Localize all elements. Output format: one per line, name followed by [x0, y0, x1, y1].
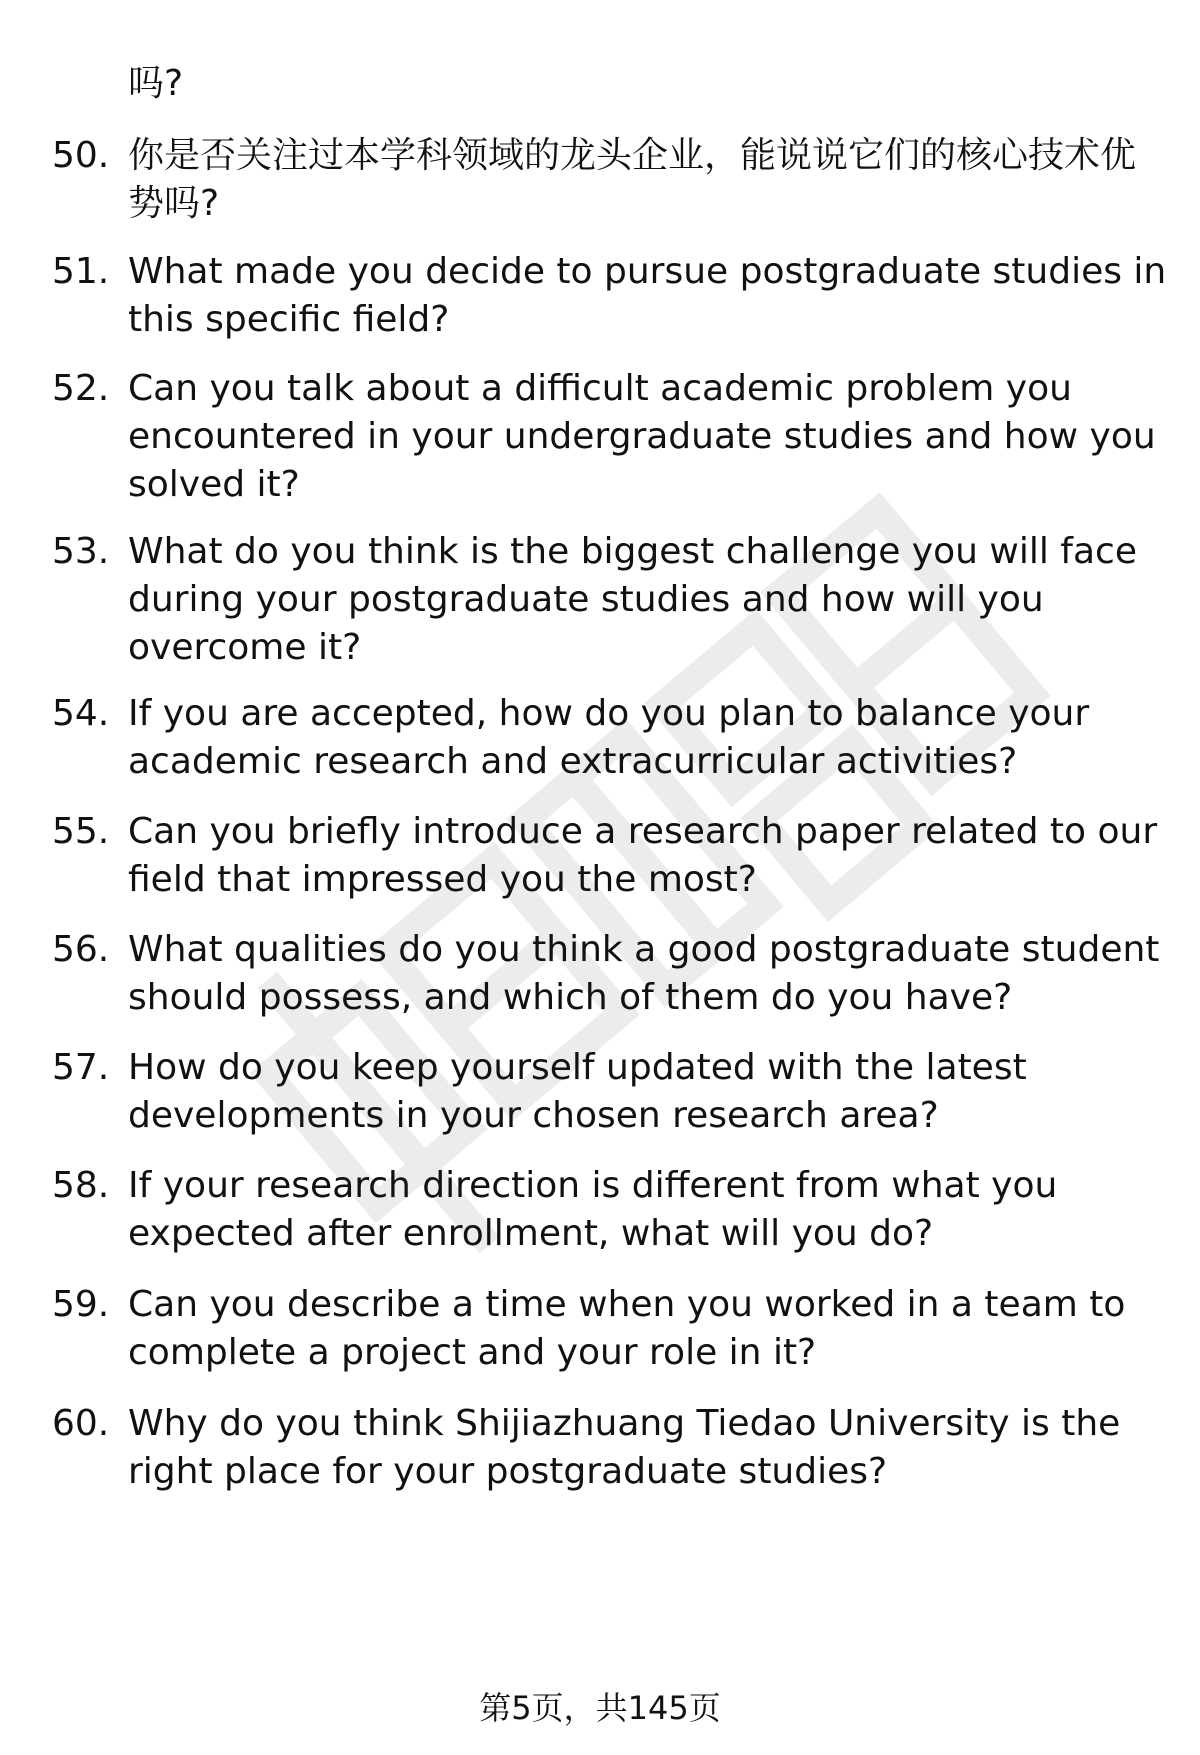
question-line: complete a project and your role in it? — [128, 1332, 817, 1373]
question-number: 50. — [52, 135, 110, 176]
question-line: expected after enrollment, what will you do? — [128, 1213, 934, 1254]
question-line: should possess, and which of them do you have? — [128, 977, 1013, 1018]
question-line: How do you keep yourself updated with the latest — [128, 1047, 1027, 1088]
question-line: right place for your postgraduate studies? — [128, 1451, 888, 1492]
question-text — [128, 926, 1160, 1022]
question-line: this specific field? — [128, 299, 450, 340]
question-number: 57. — [52, 1047, 110, 1088]
question-line: Why do you think Shijiazhuang Tiedao University is the — [128, 1403, 1121, 1444]
question-line: If you are accepted, how do you plan to balance your — [128, 693, 1090, 734]
question-line: during your postgraduate studies and how will you — [128, 579, 1044, 620]
question-line: Can you describe a time when you worked in a team to — [128, 1284, 1126, 1325]
question-number: 60. — [52, 1403, 110, 1444]
question-line: 势吗? — [128, 183, 220, 224]
continuation-text: 吗? — [128, 63, 184, 104]
question-text — [128, 1044, 1148, 1140]
question-text — [128, 1281, 1148, 1377]
question-line: What qualities do you think a good postgraduate student — [128, 929, 1160, 970]
question-line: If your research direction is different from what you — [128, 1165, 1058, 1206]
question-line: What made you decide to pursue postgraduate studies in — [128, 251, 1167, 292]
question-number: 52. — [52, 368, 110, 409]
question-number: 58. — [52, 1165, 110, 1206]
question-line: 你是否关注过本学科领域的龙头企业，能说说它们的核心技术优 — [128, 135, 1137, 176]
question-line: encountered in your undergraduate studies and how you — [128, 416, 1156, 457]
question-text — [128, 132, 1148, 228]
question-line: solved it? — [128, 464, 300, 505]
question-line: overcome it? — [128, 627, 362, 668]
question-number: 54. — [52, 693, 110, 734]
question-line: academic research and extracurricular activities? — [128, 741, 1018, 782]
question-number: 53. — [52, 531, 110, 572]
question-text — [128, 1400, 1148, 1496]
page-footer: 第5页，共145页 — [479, 1689, 721, 1727]
question-line: Can you talk about a difficult academic problem you — [128, 368, 1072, 409]
question-number: 59. — [52, 1284, 110, 1325]
question-number: 51. — [52, 251, 110, 292]
question-line: field that impressed you the most? — [128, 859, 757, 900]
question-text — [128, 808, 1158, 904]
question-text — [128, 248, 1167, 344]
question-line: developments in your chosen research area? — [128, 1095, 939, 1136]
question-line: Can you briefly introduce a research paper related to our — [128, 811, 1158, 852]
question-text — [128, 690, 1148, 786]
question-number: 56. — [52, 929, 110, 970]
question-text — [128, 365, 1156, 509]
question-number: 55. — [52, 811, 110, 852]
question-text — [128, 528, 1148, 672]
question-line: What do you think is the biggest challenge you will face — [128, 531, 1137, 572]
question-text — [128, 1162, 1148, 1258]
